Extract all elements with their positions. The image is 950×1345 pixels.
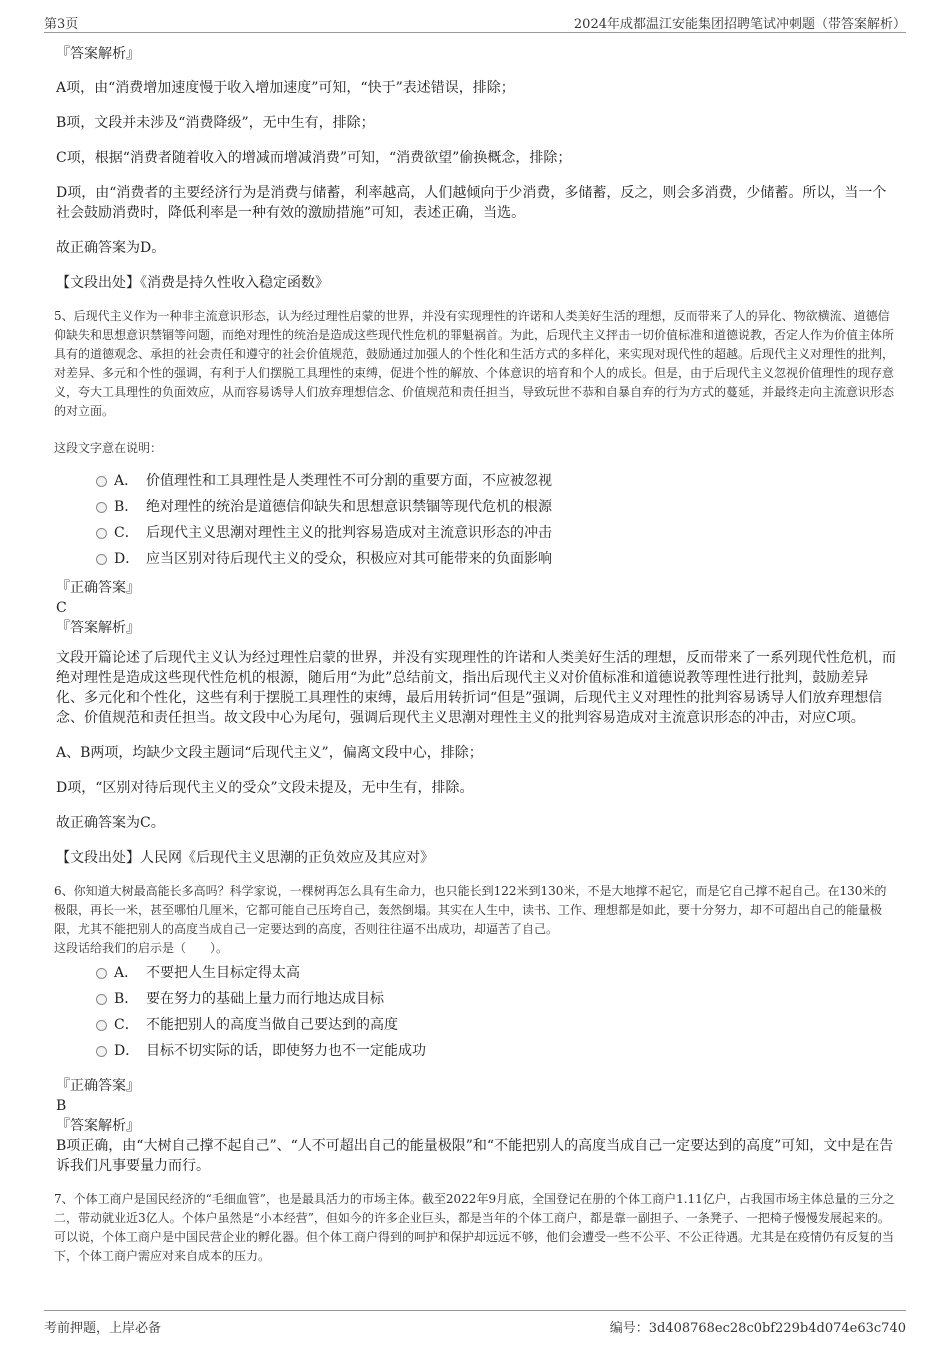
- q5-option-d[interactable]: [96, 546, 896, 572]
- option-letter: B．: [114, 991, 139, 1007]
- q6-analysis-heading: 『答案解析』: [56, 1118, 140, 1134]
- q5-option-c[interactable]: [96, 520, 896, 546]
- option-text: 绝对理性的统治是道德信仰缺失和思想意识禁锢等现代危机的根源: [146, 499, 552, 515]
- q4-analysis-heading: 『答案解析』: [56, 46, 140, 62]
- q4-analysis-d: D项，由“消费者的主要经济行为是消费与储蓄，利率越高，人们越倾向于少消费，多储蓄，反之，则会多消费，少储蓄。所以，当一个社会鼓励消费时，降低利率是一种有效的激励措施”可知，表述正确，当选。: [56, 185, 887, 221]
- radio-icon[interactable]: [96, 994, 107, 1005]
- q6-option-b[interactable]: [96, 986, 896, 1012]
- option-letter: B．: [114, 499, 139, 515]
- option-text: 应当区别对待后现代主义的受众，积极应对其可能带来的负面影响: [146, 551, 552, 567]
- q5-option-b[interactable]: [96, 494, 896, 520]
- q5-source: 【文段出处】人民网《后现代主义思潮的正负效应及其应对》: [56, 850, 434, 866]
- option-letter: D．: [114, 551, 140, 567]
- option-letter: C．: [114, 1017, 139, 1033]
- option-text: 价值理性和工具理性是人类理性不可分割的重要方面，不应被忽视: [146, 473, 552, 489]
- q5-conclusion: 故正确答案为C。: [56, 815, 165, 831]
- option-text: 不要把人生目标定得太高: [146, 965, 300, 981]
- radio-icon[interactable]: [96, 1046, 107, 1057]
- q4-analysis-a: A项，由“消费增加速度慢于收入增加速度”可知，“快于”表述错误，排除；: [56, 80, 515, 96]
- option-text: 后现代主义思潮对理性主义的批判容易造成对主流意识形态的冲击: [146, 525, 552, 541]
- radio-icon[interactable]: [96, 1020, 107, 1031]
- q5-analysis: 文段开篇论述了后现代主义认为经过理性启蒙的世界，并没有实现理性的许诺和人类美好生活的理想，反而带来了一系列现代性危机，而绝对理性是造成这些现代性危机的根源，随后用“为此”总结前文，指出后现代主义对价值标准和道德说教等理性进行批判，鼓励差异化、多元化和个性化，这些有利于摆脱工具理性的束缚，最后用转折词“但是”强调，后现代主义对理性的批判容易诱导人们放弃理想信念、价值规范和责任担当。故文段中心为尾句，强调后现代主义思潮对理性主义的批判容易造成对主流意识形态的冲击，对应C项。: [56, 650, 896, 726]
- q6-option-c[interactable]: [96, 1012, 896, 1038]
- q5-stem: 5、后现代主义作为一种非主流意识形态，认为经过理性启蒙的世界，并没有实现理性的许诺和人类美好生活的理想，反而带来了人的异化、物欲横流、道德信仰缺失和思想意识禁锢等问题，而绝对理性的统治是造成这些现代性危机的罪魁祸首。为此，后现代主义抨击一切价值标准和道德说教，否定人作为价值主体所具有的道德观念、承担的社会责任和遵守的社会价值规范，鼓励通过加强人的个性化和生活方式的多样化，来实现对现代性的超越。后现代主义对理性的批判，对差异、多元和个性的强调，有利于人们摆脱工具理性的束缚，促进个性的解放、个体意识的培育和个人的成长。但是，由于后现代主义忽视价值理性的现存意义，夸大工具理性的负面效应，从而容易诱导人们放弃理想信念、价值规范和责任担当，导致玩世不恭和自暴自弃的行为方式的蔓延，并最终走向主流意识形态的对立面。: [54, 309, 895, 418]
- option-text: 不能把别人的高度当做自己要达到的高度: [146, 1017, 398, 1033]
- q5-answer: C: [56, 600, 67, 616]
- radio-icon[interactable]: [96, 476, 107, 487]
- option-letter: A．: [114, 473, 139, 489]
- option-text: 要在努力的基础上量力而行地达成目标: [146, 991, 384, 1007]
- page-number: 第3页: [44, 17, 79, 32]
- q4-analysis-c: C项，根据“消费者随着收入的增减而增减消费”可知，“消费欲望”偷换概念，排除；: [56, 150, 572, 166]
- q4-analysis-b: B项，文段并未涉及“消费降级”，无中生有，排除；: [56, 115, 375, 131]
- radio-icon[interactable]: [96, 502, 107, 513]
- radio-icon[interactable]: [96, 528, 107, 539]
- q4-source: 【文段出处】《消费是持久性收入稳定函数》: [56, 275, 329, 291]
- q6-option-a[interactable]: [96, 960, 896, 986]
- q7-stem: 7、个体工商户是国民经济的“毛细血管”，也是最具活力的市场主体。截至2022年9月底，全国登记在册的个体工商户1.11亿户，占我国市场主体总量的三分之二，带动就业近3亿人。个体户虽然是“小本经营”，但如今的许多企业巨头，都是当年的个体工商户，都是靠一副担子、一条凳子、一把椅子慢慢发展起来的。可以说，个体工商户是中国民营企业的孵化器。但个体工商户得到的呵护和保护却远远不够，他们会遭受一些不公平、不公正待遇。尤其是在疫情仍有反复的当下，个体工商户需应对来自成本的压力。: [54, 1192, 895, 1263]
- q6-stem: 6、你知道大树最高能长多高吗？科学家说，一棵树再怎么具有生命力，也只能长到122米到130米，不是大地撑不起它，而是它自己撑不起自己。在130米的极限，再长一米，甚至哪怕几厘米，它都可能自己压垮自己，轰然倒塌。其实在人生中，读书、工作、理想都是如此，要十分努力，却不可超出自己的能量极限，尤其不能把别人的高度当成自己一定要达到的高度，否则往往逼不出成功，却逼苦了自己。: [54, 884, 887, 936]
- q6-analysis: B项正确，由“大树自己撑不起自己”、“人不可超出自己的能量极限”和“不能把别人的高度当成自己一定要达到的高度”可知，文中是在告诉我们凡事要量力而行。: [56, 1138, 894, 1174]
- q6-option-d[interactable]: [96, 1038, 896, 1064]
- q5-option-a[interactable]: [96, 468, 896, 494]
- q5-options: [96, 468, 896, 572]
- q5-analysis-heading: 『答案解析』: [56, 620, 140, 636]
- q5-analysis-ab: A、B两项，均缺少文段主题词“后现代主义”，偏离文段中心，排除；: [56, 745, 483, 761]
- option-letter: D．: [114, 1043, 140, 1059]
- option-text: 目标不切实际的话，即使努力也不一定能成功: [146, 1043, 426, 1059]
- q5-answer-heading: 『正确答案』: [56, 580, 140, 596]
- q4-conclusion: 故正确答案为D。: [56, 240, 166, 256]
- q6-answer-heading: 『正确答案』: [56, 1078, 140, 1094]
- q5-analysis-d: D项，“区别对待后现代主义的受众”文段未提及，无中生有，排除。: [56, 780, 474, 796]
- page-footer: [44, 1310, 906, 1335]
- q6-answer: B: [56, 1098, 67, 1114]
- page-content: [56, 44, 896, 1266]
- q5-prompt: 这段文字意在说明：: [54, 441, 163, 455]
- page-header: [44, 10, 906, 33]
- option-letter: A．: [114, 965, 139, 981]
- document-title: 2024年成都温江安能集团招聘笔试冲刺题（带答案解析）: [573, 17, 906, 32]
- radio-icon[interactable]: [96, 554, 107, 565]
- radio-icon[interactable]: [96, 968, 107, 979]
- footer-slogan: 考前押题，上岸必备: [44, 1321, 162, 1336]
- q6-prompt: 这段话给我们的启示是（ ）。: [54, 941, 229, 955]
- q6-options: [96, 960, 896, 1064]
- document-id: 编号：3d408768ec28c0bf229b4d074e63c740: [609, 1321, 906, 1336]
- option-letter: C．: [114, 525, 139, 541]
